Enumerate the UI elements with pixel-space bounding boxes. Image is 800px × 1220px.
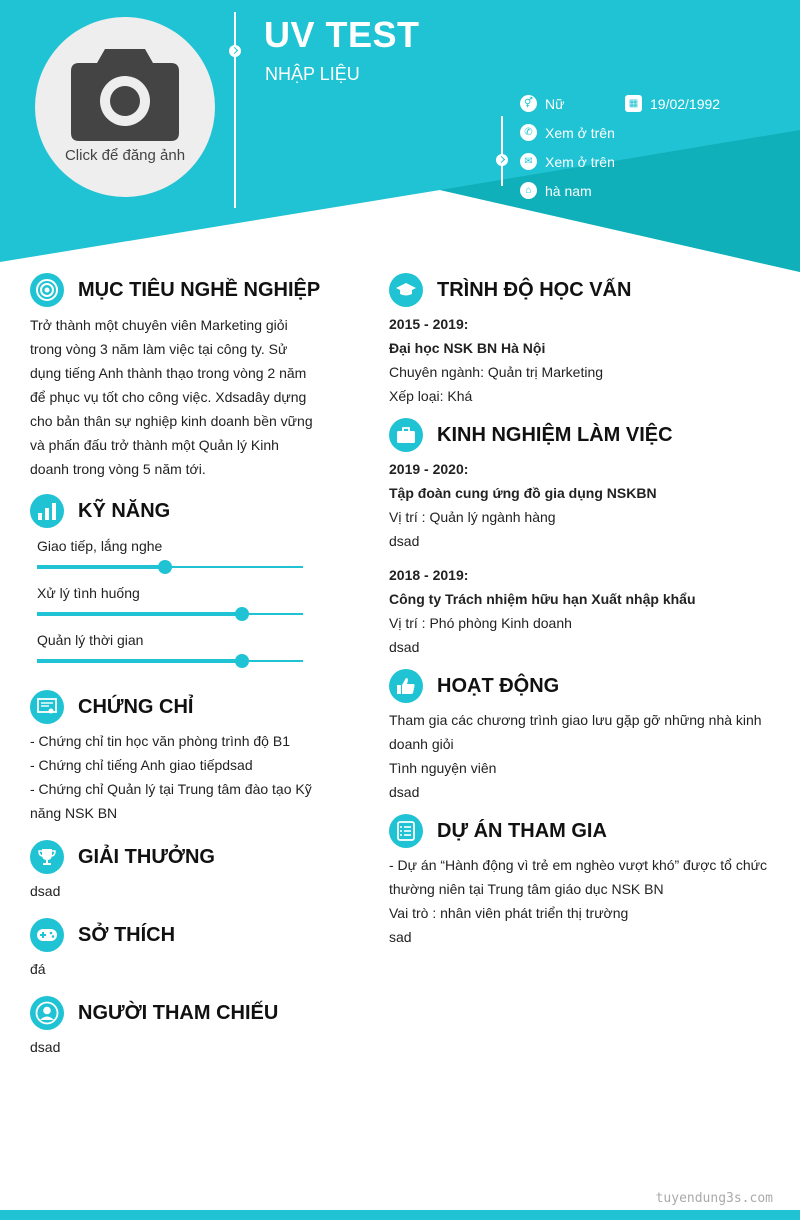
job-company: Tập đoàn cung ứng đồ gia dụng NSKBN xyxy=(389,485,657,501)
email-icon: ✉ xyxy=(520,153,537,170)
section-references xyxy=(30,996,278,1030)
candidate-position[interactable]: NHẬP LIỆU xyxy=(265,64,360,84)
job-period: 2019 - 2020: xyxy=(389,461,469,477)
experience-entry[interactable] xyxy=(389,563,779,659)
phone-value: Xem ở trên xyxy=(545,124,615,141)
briefcase-icon xyxy=(389,418,423,452)
references-text[interactable]: dsad xyxy=(30,1039,61,1055)
skill-bar xyxy=(37,660,303,662)
skill-item[interactable] xyxy=(37,632,303,662)
graduation-cap-icon xyxy=(389,273,423,307)
section-objective xyxy=(30,273,320,307)
skill-bar xyxy=(37,613,303,615)
section-certificates xyxy=(30,690,193,724)
avatar-caption: Click để đăng ảnh xyxy=(64,147,186,164)
section-education xyxy=(389,273,631,307)
activity-line: dsad xyxy=(389,784,420,800)
home-icon: ⌂ xyxy=(520,182,537,199)
gender-field[interactable] xyxy=(520,95,564,112)
project-line: - Dự án “Hành động vì trẻ em nghèo vượt khó” được tổ chức xyxy=(389,857,768,873)
objective-line: doanh trong vòng 5 năm tới. xyxy=(30,461,206,477)
skill-item[interactable] xyxy=(37,538,303,568)
gender-icon: ⚥ xyxy=(520,95,537,112)
gamepad-icon xyxy=(30,918,64,952)
footer-bar xyxy=(0,1210,800,1220)
certificate-line: - Chứng chỉ tiếng Anh giao tiếpdsad xyxy=(30,757,253,773)
thumbs-up-icon xyxy=(389,669,423,703)
avatar-upload[interactable] xyxy=(35,17,215,197)
job-description: dsad xyxy=(389,533,420,549)
section-title: NGƯỜI THAM CHIẾU xyxy=(78,1001,279,1024)
phone-icon: ✆ xyxy=(520,124,537,141)
skill-name: Quản lý thời gian xyxy=(37,632,144,648)
experience-entry[interactable] xyxy=(389,457,779,553)
camera-icon xyxy=(71,45,179,141)
contact-divider-dot xyxy=(496,154,508,166)
checklist-icon xyxy=(389,814,423,848)
section-hobbies xyxy=(30,918,175,952)
objective-line: để phục vụ tốt cho công việc. Xdsadây dựng xyxy=(30,389,307,405)
objective-line: dụng tiếng Anh thành thạo trong vòng 2 năm xyxy=(30,365,307,381)
birthday-field[interactable] xyxy=(625,95,720,112)
section-activities xyxy=(389,669,559,703)
section-awards xyxy=(30,840,215,874)
education-school: Đại học NSK BN Hà Nội xyxy=(389,340,546,356)
address-field[interactable] xyxy=(520,182,592,199)
section-title: SỞ THÍCH xyxy=(78,923,176,946)
certificate-line: năng NSK BN xyxy=(30,805,118,821)
section-title: TRÌNH ĐỘ HỌC VẤN xyxy=(437,278,632,301)
education-entry[interactable] xyxy=(389,312,769,408)
activity-line: doanh giỏi xyxy=(389,736,454,752)
activity-line: Tham gia các chương trình giao lưu gặp gỡ những nhà kinh xyxy=(389,712,762,728)
phone-field[interactable] xyxy=(520,124,615,141)
job-role: Vị trí : Phó phòng Kinh doanh xyxy=(389,615,572,631)
projects-text[interactable] xyxy=(389,853,784,949)
objective-text[interactable] xyxy=(30,313,313,481)
certificate-line: - Chứng chỉ tin học văn phòng trình độ B1 xyxy=(30,733,290,749)
watermark: tuyendung3s.com xyxy=(655,1191,773,1206)
gender-value: Nữ xyxy=(545,95,565,112)
project-line: sad xyxy=(389,929,412,945)
certificate-icon xyxy=(30,690,64,724)
skill-slider-handle[interactable] xyxy=(158,560,172,574)
contact-divider xyxy=(501,116,503,186)
section-title: KINH NGHIỆM LÀM VIỆC xyxy=(437,423,673,446)
skill-name: Giao tiếp, lắng nghe xyxy=(37,538,163,554)
objective-line: và phấn đấu trở thành một Quản lý Kinh xyxy=(30,437,279,453)
section-experience xyxy=(389,418,673,452)
job-description: dsad xyxy=(389,639,420,655)
certificate-line: - Chứng chỉ Quản lý tại Trung tâm đào tạo Kỹ xyxy=(30,781,312,797)
education-grade: Xếp loại: Khá xyxy=(389,388,473,404)
skill-slider-handle[interactable] xyxy=(235,607,249,621)
project-line: thường niên tại Trung tâm giáo dục NSK BN xyxy=(389,881,664,897)
activity-line: Tình nguyện viên xyxy=(389,760,497,776)
job-company: Công ty Trách nhiệm hữu hạn Xuất nhập khẩu xyxy=(389,591,696,607)
activities-text[interactable] xyxy=(389,708,779,804)
job-period: 2018 - 2019: xyxy=(389,567,469,583)
email-field[interactable] xyxy=(520,153,615,170)
objective-line: Trở thành một chuyên viên Marketing giỏi xyxy=(30,317,288,333)
header-divider xyxy=(234,12,236,208)
section-skills xyxy=(30,494,170,528)
awards-text[interactable]: dsad xyxy=(30,883,61,899)
objective-line: cho bản thân sự nghiệp kinh doanh bền vững xyxy=(30,413,313,429)
section-projects xyxy=(389,814,607,848)
skill-name: Xử lý tình huống xyxy=(37,585,140,601)
project-line: Vai trò : nhân viên phát triển thị trường xyxy=(389,905,629,921)
user-icon xyxy=(30,996,64,1030)
objective-line: trong vòng 3 năm làm việc tại công ty. Sử xyxy=(30,341,288,357)
certificates-text[interactable] xyxy=(30,729,320,825)
trophy-icon xyxy=(30,840,64,874)
section-title: CHỨNG CHỈ xyxy=(78,695,194,718)
bar-chart-icon xyxy=(30,494,64,528)
skill-item[interactable] xyxy=(37,585,303,615)
skill-bar xyxy=(37,566,303,568)
section-title: HOẠT ĐỘNG xyxy=(437,674,560,697)
education-period: 2015 - 2019: xyxy=(389,316,469,332)
divider-dot xyxy=(229,45,241,57)
education-major: Chuyên ngành: Quản trị Marketing xyxy=(389,364,604,380)
job-role: Vị trí : Quản lý ngành hàng xyxy=(389,509,556,525)
hobbies-text[interactable]: đá xyxy=(30,961,46,977)
target-icon xyxy=(30,273,64,307)
section-title: GIẢI THƯỞNG xyxy=(78,845,215,868)
birthday-value: 19/02/1992 xyxy=(650,95,721,112)
email-value: Xem ở trên xyxy=(545,153,615,170)
section-title: MỤC TIÊU NGHỀ NGHIỆP xyxy=(78,278,321,301)
calendar-icon: ▦ xyxy=(625,95,642,112)
section-title: DỰ ÁN THAM GIA xyxy=(437,819,607,842)
section-title: KỸ NĂNG xyxy=(78,499,171,522)
candidate-name[interactable]: UV TEST xyxy=(264,14,420,55)
address-value: hà nam xyxy=(545,182,592,199)
skill-slider-handle[interactable] xyxy=(235,654,249,668)
